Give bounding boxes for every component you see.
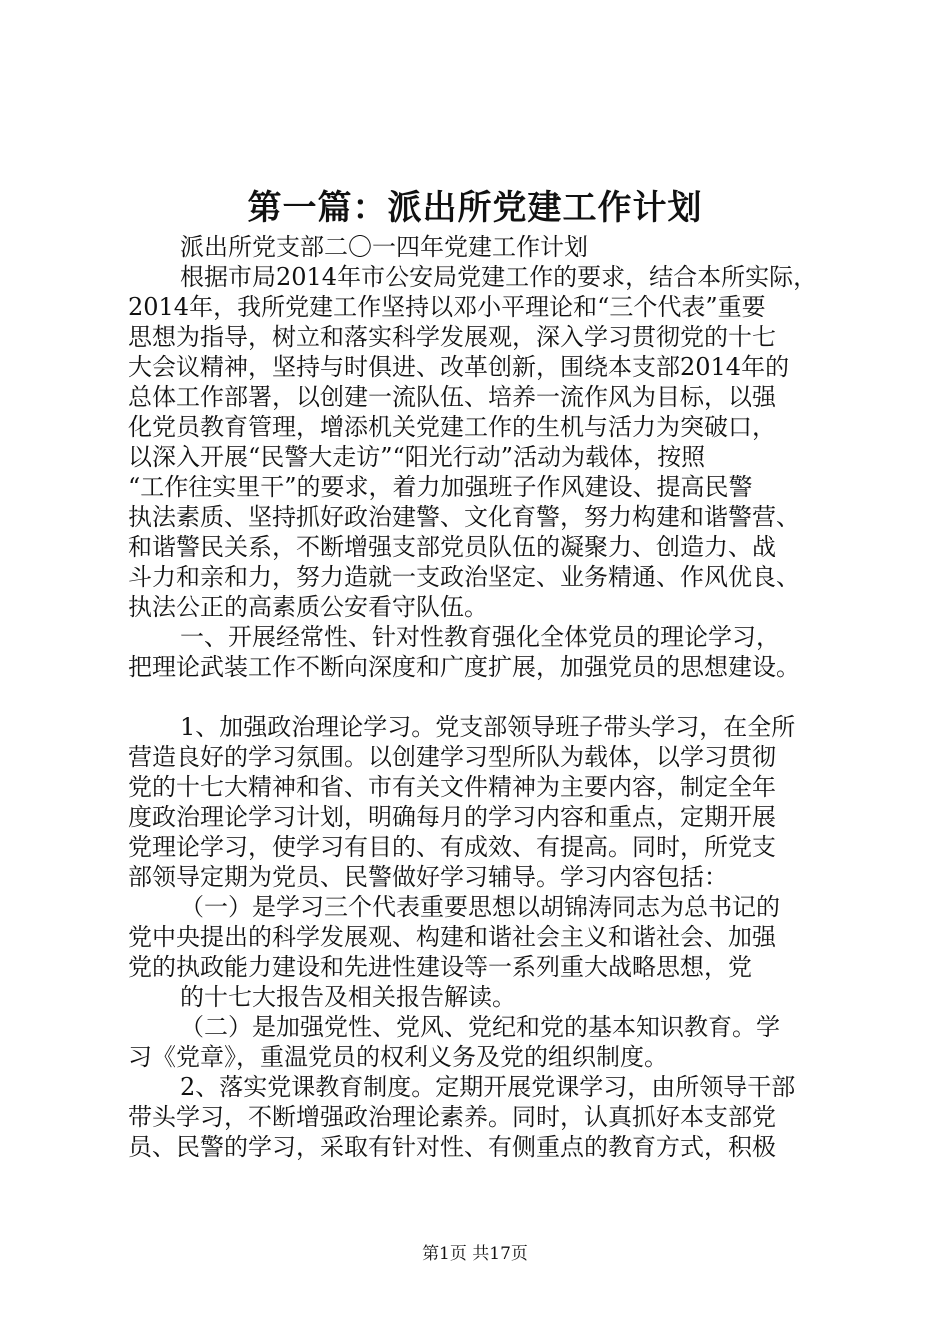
text-line: 斗力和亲和力，努力造就一支政治坚定、业务精通、作风优良、 (128, 563, 800, 591)
text-line: “工作往实里干”的要求，着力加强班子作风建设、提高民警 (128, 473, 753, 501)
text-line: 2014年，我所党建工作坚持以邓小平理论和“三个代表”重要 (128, 293, 766, 321)
text-line: 的十七大报告及相关报告解读。 (180, 983, 516, 1011)
text-line: 大会议精神，坚持与时俱进、改革创新，围绕本支部2014年的 (128, 353, 790, 381)
text-line: （二）是加强党性、党风、党纪和党的基本知识教育。学 (180, 1013, 780, 1041)
text-line: 营造良好的学习氛围。以创建学习型所队为载体，以学习贯彻 (128, 743, 776, 771)
text-line: 总体工作部署，以创建一流队伍、培养一流作风为目标，以强 (128, 383, 776, 411)
text-line: 化党员教育管理，增添机关党建工作的生机与活力为突破口， (128, 413, 776, 441)
text-line: 带头学习，不断增强政治理论素养。同时，认真抓好本支部党 (128, 1103, 776, 1131)
text-line: 执法素质、坚持抓好政治建警、文化育警，努力构建和谐警营、 (128, 503, 800, 531)
text-line: 执法公正的高素质公安看守队伍。 (128, 593, 488, 621)
text-line: 2、落实党课教育制度。定期开展党课学习，由所领导干部 (180, 1073, 796, 1101)
text-line: 党的执政能力建设和先进性建设等一系列重大战略思想，党 (128, 953, 752, 981)
text-line: 党理论学习，使学习有目的、有成效、有提高。同时，所党支 (128, 833, 776, 861)
text-line: 部领导定期为党员、民警做好学习辅导。学习内容包括： (128, 863, 728, 891)
document-body (128, 232, 850, 1162)
text-line: 派出所党支部二〇一四年党建工作计划 (180, 233, 588, 261)
text-line: 和谐警民关系，不断增强支部党员队伍的凝聚力、创造力、战 (128, 533, 776, 561)
text-line: 以深入开展“民警大走访”“阳光行动”活动为载体，按照 (128, 443, 706, 471)
text-line: 一、开展经常性、针对性教育强化全体党员的理论学习， (180, 623, 780, 651)
text-line: 党中央提出的科学发展观、构建和谐社会主义和谐社会、加强 (128, 923, 776, 951)
text-line: （一）是学习三个代表重要思想以胡锦涛同志为总书记的 (180, 893, 780, 921)
paragraph-gap (128, 682, 850, 712)
text-line: 员、民警的学习，采取有针对性、有侧重点的教育方式，积极 (128, 1133, 776, 1161)
text-line: 度政治理论学习计划，明确每月的学习内容和重点，定期开展 (128, 803, 776, 831)
page-footer: 第1页 共17页 (422, 1244, 528, 1264)
text-line: 根据市局2014年市公安局党建工作的要求，结合本所实际， (180, 263, 818, 291)
text-line: 1、加强政治理论学习。党支部领导班子带头学习，在全所 (180, 713, 796, 741)
text-line: 思想为指导，树立和落实科学发展观，深入学习贯彻党的十七 (128, 323, 776, 351)
document-title: 第一篇：派出所党建工作计划 (247, 188, 703, 228)
text-line: 党的十七大精神和省、市有关文件精神为主要内容，制定全年 (128, 773, 776, 801)
text-line: 习《党章》，重温党员的权利义务及党的组织制度。 (128, 1043, 668, 1071)
text-line: 把理论武装工作不断向深度和广度扩展，加强党员的思想建设。 (128, 653, 800, 681)
